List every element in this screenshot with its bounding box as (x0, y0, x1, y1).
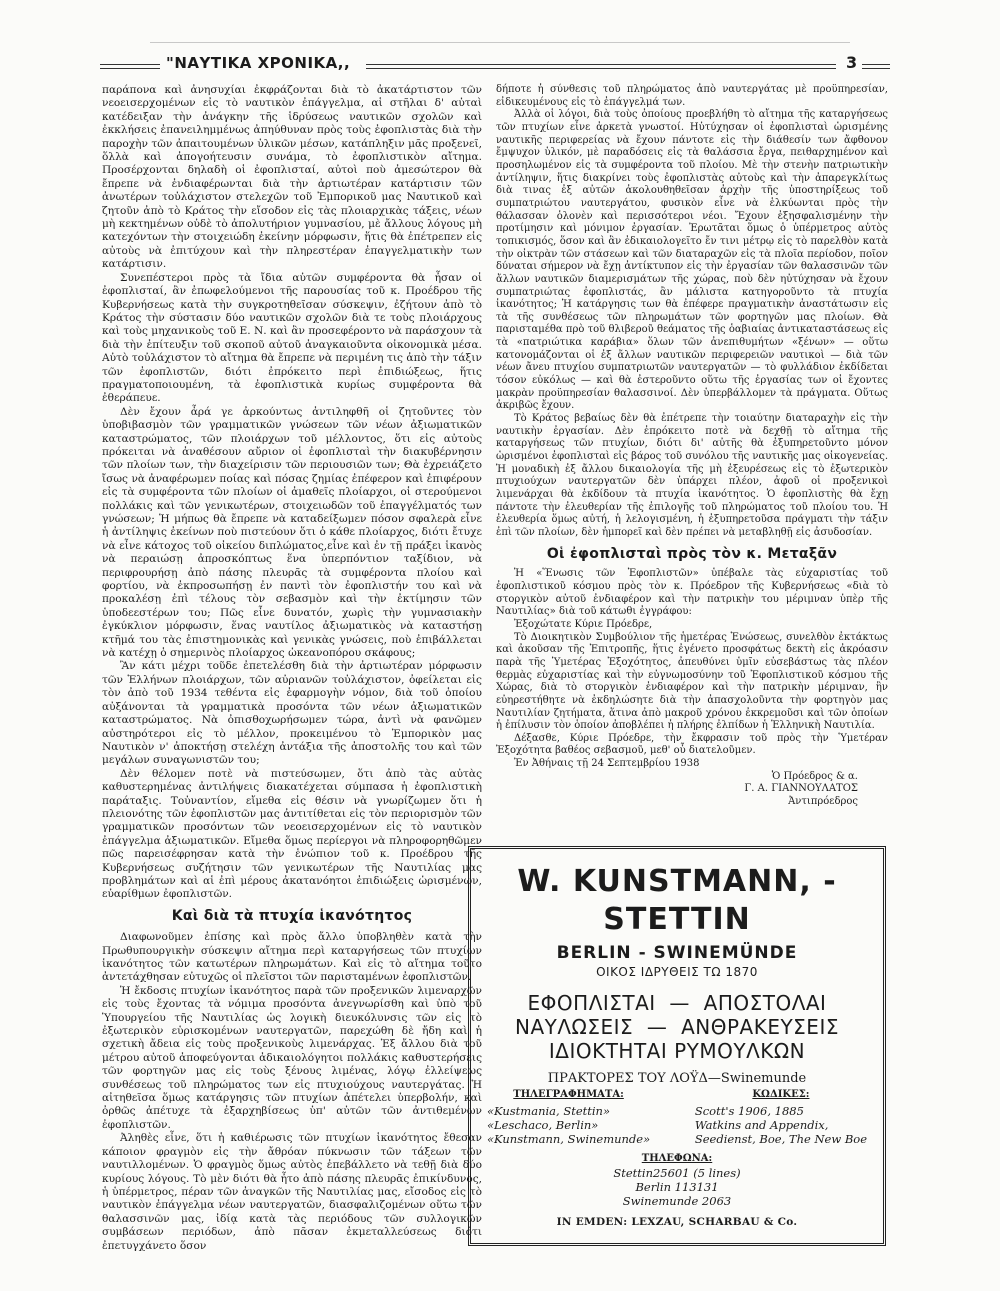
ad-phones (481, 1152, 873, 1208)
ad-services (481, 991, 873, 1063)
paragraph: Τὸ Διοικητικὸν Συμβούλιον τῆς ἡμετέρας Ἑνώσεως, συνελθὸν ἐκτάκτως καὶ ἀκοῦσαν τῆς Ἐπιτροπῆς, ἥτις ἐγένετο προσφάτως δεκτὴ εἰς ἀκρόασιν παρὰ τῆς Ὑμετέρας Ἐξοχότητος, ἀπευθύνει ὑμῖν εὐσεβάστως τὰς πλέον θερμὰς εὐχαριστίας καὶ τὴν εὐγνωμοσύνην τοῦ Ἐφοπλιστικοῦ κόσμου τῆς Χώρας, διὰ τὸ στοργικὸν ἐνδιαφέρον καὶ τὴν πατρικὴν μέριμναν, ἣν εὐηρεστήθητε νὰ ἐκδηλώσητε διὰ τὴν ἀπασχολοῦντα τὴν φορτηγὸν μας Ναυτιλίαν ζητήματα, ἅτινα ἀπὸ μακροῦ χρόνου ἐκκρεμοῦσι καὶ τῶν ὁποίων ἡ ἐπίλυσιν τὸν ὁποίον ἀποβλέπει ἡ πλήρης ἐλπίδων ἡ Ἑλληνικὴ Ναυτιλία. (496, 631, 888, 732)
ad-contact-grid (481, 1088, 873, 1146)
signature-name: Γ. Α. ΓΙΑΝΝΟΥΛΑΤΟΣ (744, 783, 858, 795)
paragraph: Δέξασθε, Κύριε Πρόεδρε, τὴν ἔκφρασιν τοῦ πρὸς τὴν Ὑμετέραν Ἐξοχότητα βαθέος σεβασμοῦ, μεθ' οὗ διατελοῦμεν. (496, 732, 888, 757)
ad-phone: Stettin25601 (5 lines) (613, 1166, 741, 1180)
ad-codes-label: ΚΩΔΙΚΕΣ: (752, 1089, 810, 1100)
paragraph: Ἀλλὰ οἱ λόγοι, διὰ τοὺς ὁποίους προεβλήθη τὸ αἴτημα τῆς καταργήσεως τῶν πτυχίων εἶνε ἀρκετὰ γνωστοί. Ηὐτύχησαν οἱ ἐφοπλισταὶ ὡρισμένης ναυτικῆς περιφερείας νὰ ἔχουν πάντοτε εἰς τὴν διάθεσίν των ἄφθονον ἔμψυχον ὑλικόν, μὲ παραδόσεις εἰς τὰ θαλάσσια ἔργα, πειθαρχημένον καὶ προσηλωμένον εἰς τὰ συμφέροντα τοῦ πλοίου. Μὲ τὴν στενὴν πατριωτικὴν ἀντίληψιν, ἥτις διακρίνει τοὺς ἐφοπλιστὰς αὐτοὺς καὶ τὴν ἀπαρεγκλίτως διὰ τινας ἐξ αὐτῶν ἀκολουθηθεῖσαν ἀρχὴν τῆς ὑποστηρίξεως τοῦ συμπατριώτου ναυτεργάτου, φυσικὸν εἶνε νὰ ἑλκύωνται πρὸς τὴν θάλασσαν ὁλονὲν καὶ περισσότεροι νέοι. Ἔχουν ἐξησφαλισμένην τὴν προτίμησιν καὶ μόνιμον ἐργασίαν. Ἐρωτᾶται ὅμως ὁ ὑπέρμετρος αὐτὸς τοπικισμός, ὅσον καὶ ἂν ἐδικαιολογεῖτο ἔν τινι μέτρῳ εἰς τὸ παρελθὸν κατὰ τὴν οἰκτρὰν τῶν στάσεων καὶ τῶν διαταραχῶν εἰς τὰ πλοῖα περίοδον, ποῖον δύναται σήμερον νὰ ἔχῃ ἀντίκτυπον εἰς τὴν ἐργασίαν τῶν θαλασσινῶν τῶν ἄλλων ναυτικῶν διαμερισμάτων τῆς χώρας, ποὺ δὲν ηὐτύχησαν νὰ ἔχουν συμπατριώτας ἐφοπλιστάς, ἂν μάλιστα κατηγοροῦντο τὰ πτυχία ἱκανότητος; Ἡ κατάργησις των θὰ ἐπέφερε πραγματικὴν ἀναστάτωσιν εἰς τὰ τῆς συνθέσεως τῶν πληρωμάτων τῶν φορτηγῶν μας πλοίων. Θὰ παρισταμέθα πρὸ τοῦ θλιβεροῦ θεάματος τῆς ὁαβιαίας ἀντικαταστάσεως εἰς τὰ «πατριώτικα καράβια» ὅλων τῶν ἀνεπιθυμήτων «ξένων» — οὕτω κατονομάζονται οἱ ἐξ ἄλλων ναυτικῶν περιφερειῶν ναυτικοὶ — διὰ τῶν νέων ἄνευ πτυχίου συμπατριωτῶν ναυτεργατῶν — τὸ φυλλάδιον ἐκδίδεται τόσον εὐκόλως — καὶ θὰ ἐστεροῦντο οὕτω τῆς ἐργασίας των οἱ ἔχοντες μακρὰν προϋπηρεσίαν θαλασσινοί. Δὲν ὑπερβάλλομεν τὰ πράγματα. Οὕτως ἀκριβῶς ἔχουν. (496, 109, 888, 412)
ad-agents: ΠΡΑΚΤΟΡΕΣ ΤΟΥ ΛΟΫΔ—Swinemunde (547, 1071, 807, 1086)
paragraph: Διαφωνοῦμεν ἐπίσης καὶ πρὸς ἄλλο ὑποβληθὲν κατὰ τὴν Πρωθυπουργικὴν σύσκεψιν αἴτημα περὶ καταργήσεως τῶν πτυχίων ἱκανότητος τῶν κατωτέρων πληρωμάτων. Καὶ εἰς τὸ αἴτημα τοῦτο ἀντετάχθησαν εὐτυχῶς οἱ πλεῖστοι τῶν παρισταμένων ἐφοπλιστῶν. (102, 931, 482, 984)
ad-service-line: ΝΑΥΛΩΣΕΙΣ — ΑΝΘΡΑΚΕΥΣΕΙΣ (515, 1015, 839, 1039)
ad-telegram-label: ΤΗΛΕΓΡΑΦΗΜΑΤΑ: (513, 1089, 624, 1100)
paragraph: Τὸ Κράτος βεβαίως δὲν θὰ ἐπέτρεπε τὴν τοιαύτην διαταραχὴν εἰς τὴν ναυτικὴν ἐργασίαν. Δὲν ἐπρόκειτο ποτὲ νὰ δεχθῇ τὸ αἴτημα τῆς καταργήσεως τῶν πτυχίων, διότι δι' αὐτῆς θὰ ἐξυπηρετοῦντο μόνον ὡρισμένοι ἐφοπλισταὶ εἰς βάρος τοῦ συνόλου τῆς ναυτικῆς μας οἰκογενείας. Ἡ μοναδικὴ ἐξ ἄλλου δικαιολογία τῆς μὴ ἐξευρέσεως εἰς τὸ ἐξωτερικὸν πτυχιούχων ναυτεργατῶν δὲν ὑπάρχει πλέον, ἀφοῦ οἱ προξενικοὶ λιμενάρχαι θὰ ἐκδίδουν τὰ πτυχία ἱκανότητος. Ὁ ἐφοπλιστὴς θὰ ἔχῃ πάντοτε τὴν ἐλευθερίαν τῆς ἐπιλογῆς τοῦ πληρώματος τοῦ πλοίου του. Ἡ ἐλευθερία ὅμως αὐτή, ἡ λελογισμένη, ἡ ἐξυπηρετοῦσα πράγματι τὴν τάξιν ἐπὶ τῶν πλοίων, δὲν ἠμπορεῖ καὶ δὲν πρέπει νὰ μεταβληθῇ εἰς ἀσυδοσίαν. (496, 413, 888, 538)
ad-founded: ΟΙΚΟΣ ΙΔΡΥΘΕΙΣ ΤΩ 1870 (596, 965, 758, 979)
page-header (100, 54, 890, 76)
paragraph: Συνεπέστεροι πρὸς τὰ ἴδια αὐτῶν συμφέροντα θὰ ἦσαν οἱ ἐφοπλισταί, ἂν ἐπωφελούμενοι τῆς παρουσίας τοῦ κ. Προέδρου τῆς Κυβερνήσεως κατὰ τὴν συγκροτηθεῖσαν σύσκεψιν, ἐζήτουν ἀπὸ τὸ Κράτος τὴν σύστασιν δύο ναυτικῶν σχολῶν διὰ τε τοὺς πλοιάρχους καὶ τοὺς μηχανικοὺς τοῦ Ε. Ν. καὶ ἂν προσεφέροντο νὰ παράσχουν τὰ διὰ τὴν ἐπίτευξιν τοῦ σκοποῦ αὐτοῦ ἀναγκαιοῦντα οἰκονομικὰ μέσα. Αὐτὸ τοὐλάχιστον τὸ αἴτημα θὰ ἔπρεπε νὰ περιμένη τις ἀπὸ τὴν τάξιν τῶν ἐφοπλιστῶν, διότι ἐπρόκειτο περὶ ἐπιδιώξεως, ἥτις πραγματοποιουμένη, τὰ ἐφοπλιστικὰ κυρίως συμφέροντα θὰ ἐθεράπευε. (102, 271, 482, 405)
paragraph: Ἀληθὲς εἶνε, ὅτι ἡ καθιέρωσις τῶν πτυχίων ἱκανότητος ἔθεσαν κάποιον φραγμὸν εἰς τὴν ἄθρόαν πύκνωσιν τῶν τάξεων τῶν ναυτιλλομένων. Ὁ φραγμὸς ὅμως αὐτὸς ἐπεβάλλετο νὰ τεθῇ διὰ δύο κυρίους λόγους. Τὸ μὲν διότι θὰ ἦτο ἀπὸ πάσης πλευρᾶς ἐπικίνδυνος, ἡ ὑπέρμετρος, πέραν τῶν ἀναγκῶν τῆς Ναυτιλίας μας, εἴσοδος εἰς τὸ ναυτικὸν ἐπάγγελμα νέων ναυτεργατῶν, διασφαλιζομένων οὕτω τῶν θαλασσινῶν μας, ἰδίᾳ κατὰ τὰς περιόδους τῶν συλλογικῶν συμβάσεων περιόδων, ἀπὸ πᾶσαν ἐκμεταλλεύσεως διότι ἐπετυγχάνετο ὅσον (102, 1132, 482, 1252)
ad-emden-agent: IN EMDEN: LEXZAU, SCHARBAU & Co. (556, 1216, 798, 1228)
right-column (496, 84, 888, 809)
paragraph: Δὲν θέλομεν ποτὲ νὰ πιστεύσωμεν, ὅτι ἀπὸ τὰς αὐτὰς καθυστερημένας ἀντιλήψεις διακατέχεται σύμπασα ἡ ἐφοπλιστικὴ παράταξις. Τοὐναντίον, εἴμεθα εἰς θέσιν νὰ γνωρίζωμεν ὅτι ἡ πλειονότης τῶν ἐφοπλιστῶν μας ἀντιτίθεται εἰς τὸν περιορισμὸν τῶν γραμματικῶν προσόντων τῶν νεοεισερχομένων εἰς τὸ ναυτικὸν ἐπάγγελμα ἀξιωματικῶν. Εἴμεθα ὅμως περίεργοι νὰ πληροφορηθῶμεν πῶς παρεισέφρησαν κατὰ τὴν ἑνώπιον τοῦ κ. Προέδρου τῆς Κυβερνήσεως συζήτησιν τῶν γενικωτέρων τῆς Ναυτιλίας μας προβλημάτων καὶ αἱ ἐπὶ μέρους ἀκατανόητοι ἐπιδιώξεις ὡρισμένων, εὐαρίθμων ἐφοπλιστῶν. (102, 767, 482, 901)
header-rule-right (366, 64, 836, 69)
paragraph: Ἡ ἔκδοσις πτυχίων ἱκανότητος παρὰ τῶν προξενικῶν λιμεναρχῶν εἰς τοὺς ἔχοντας τὰ νόμιμα προσόντα ἀνεγνωρίσθη καὶ ὑπὸ τοῦ Ὑπουργείου τῆς Ναυτιλίας ὡς λογικὴ διευκόλυνσις τῶν εἰς τὸ ἐξωτερικὸν εὑρισκομένων ναυτεργατῶν, παρεχώθη δὲ ἤδη καὶ ἡ σχετικὴ ἄδεια εἰς τοὺς προξενικοὺς λιμενάρχας. Ἐξ ἄλλου διὰ τοῦ μέτρου αὐτοῦ ἀποφεύγονται ἀδικαιολόγητοι πολλάκις καθυστερήσεις τῶν φορτηγῶν μας εἰς τοὺς ξένους λιμένας, λόγῳ ἐλλείψεως συνθέσεως τοῦ πληρώματος των εἰς πτυχιούχους ναυτεργάτας. Ἡ αἰτηθεῖσα ὅμως κατάργησις τῶν πτυχίων ἀπέτελει ὑπερβολήν, καὶ ὀρθῶς ἀπέτυχε τὰ ἐξαρχηβίσεως ὑπ' αὐτῶν τῶν ἀντιθεμένων ἐφοπλιστῶν. (102, 984, 482, 1131)
signature-line: Ὁ Πρόεδρος & α. (771, 770, 858, 782)
ad-telegram-block (487, 1088, 650, 1146)
ad-cities: BERLIN - SWINEMÜNDE (556, 943, 798, 963)
letter-date: Ἐν Ἀθήναις τῇ 24 Σεπτεμβρίου 1938 (514, 758, 700, 770)
paragraph: παράπονα καὶ ἀνησυχίαι ἐκφράζονται διὰ τὸ ἀκατάρτιστον τῶν νεοεισερχομένων εἰς τὸ ναυτικὸν ἐπάγγελμα, αἱ στῆλαι δ' αὐταὶ κατέδειξαν τὴν ἀνάγκην τῆς ἱδρύσεως ναυτικῶν σχολῶν καὶ ἐκκλήσεις ἐπανειλημμένως ἀπηύθυναν πρὸς τοὺς ἐφοπλιστὰς διὰ τὴν παροχὴν τῶν ἀπαιτουμένων ὑλικῶν μέσων, κατάπληξιν μᾶς προξενεῖ, ὅλλὰ καὶ ἀπογοήτευσιν συνάμα, τὸ ἐφοπλιστικὸν αἴτημα. Προσέρχονται δηλαδὴ οἱ ἐφοπλισταί, αὐτοὶ ποὺ ἀμεσώτερον θὰ ἔπρεπε νὰ ἐνδιαφέρωνται διὰ τὴν ἀρτιωτέραν κατάρτισιν τῶν ἀνωτέρων τοὐλάχιστον στελεχῶν τοῦ Ἐμπορικοῦ μας Ναυτικοῦ καὶ ζητοῦν ἀπὸ τὸ Κράτος τὴν εἴσοδον εἰς τὰς πλοιαρχικὰς τάξεις, νέων μὴ κεκτημένων οὐδὲ τὸ ἀπολυτήριον γυμνασίου, μὲ ἄλλους λόγους μὴ κατεχόντων τὴν στοιχειώδη ἐκείνην μόρφωσιν, ἥτις θὰ ἐπέτρεπεν εἰς αὐτοὺς νὰ ἐπιτύχουν καὶ τὴν πληρεστέραν ἐπαγγελματικὴν των κατάρτισιν. (102, 84, 482, 271)
ad-service-line: ΕΦΟΠΛΙΣΤΑΙ — ΑΠΟΣΤΟΛΑΙ (527, 991, 827, 1015)
section-heading: Καὶ διὰ τὰ πτυχία ἱκανότητος (171, 907, 413, 924)
signature-title: Ἀντιπρόεδρος (788, 796, 858, 808)
page-number: 3 (846, 53, 858, 72)
ad-telegram-address: «Kustmania, Stettin» (487, 1104, 610, 1118)
paragraph: Ἡ «Ἕνωσις τῶν Ἐφοπλιστῶν» ὑπέβαλε τὰς εὐχαριστίας τοῦ ἐφοπλιστικοῦ κόσμου πρὸς τὸν κ. Πρόεδρον τῆς Κυβερνήσεως «διὰ τὸ στοργικὸν αὐτοῦ ἐνδιαφέρον καὶ τὴν πατρικὴν του μέριμναν ὑπὲρ τῆς Ναυτιλίας» διὰ τοῦ κάτωθι ἐγγράφου: (496, 568, 888, 618)
section-heading: Οἱ ἐφοπλισταὶ πρὸς τὸν κ. Μεταξᾶν (546, 545, 838, 562)
ad-phone: Berlin 113131 (635, 1180, 719, 1194)
kunstmann-advertisement (468, 846, 886, 1246)
paragraph: Δὲν ἔχουν ἆρά γε ἀρκούντως ἀντιληφθῆ οἱ ζητοῦντες τὸν ὑποβιβασμὸν τῶν γραμματικῶν γνώσεων τῶν νέων ἀξιωματικῶν καταστρώματος, τῶν πλοιάρχων τοῦ μέλλοντος, ὅτι εἰς αὐτοὺς πρόκειται νὰ ἀναθέσουν αὔριον οἱ ἐφοπλισταὶ τὴν διακυβέρνησιν τῶν πλοίων των, τὴν διαχείρισιν τῶν περιουσιῶν των; Θὰ ἐχρειάζετο ἴσως νὰ ἀναφέρωμεν ποίας καὶ πόσας ζημίας ἐπέφερον καὶ ἐπιφέρουν εἰς τὰ συμφέροντα τῶν πλοίων οἱ ἀμαθεῖς πλοίαρχοι, οἱ στερούμενοι πολλάκις καὶ τῶν γενικωτέρων, στοιχειωδῶν τοῦ ἐπαγγέλματός των γνώσεων; Ἡ μήπως θὰ ἔπρεπε νὰ καταδείξωμεν πόσον σφαλερὰ εἶνε ἡ ἀντίληψις ἐκείνων ποὺ πιστεύουν ὅτι ὁ κάθε πλοίαρχος, διότι ἔτυχε νὰ εἶνε κάτοχος τοῦ οἰκείου διπλώματος,εἶνε καὶ ἐν τῇ πράξει ἱκανὸς νὰ περαιώσῃ ἀπροσκόπτως ἕνα ὑπερπόντιον ταξίδιον, νὰ περιφρουρήσῃ ἀπὸ πάσης πλευρᾶς τὰ συμφέροντα πλοίου καὶ φορτίου, νὰ ἐκπροσωπήσῃ ἐν παντὶ τὸν ἐφοπλιστήν του καὶ νὰ προκαλέσῃ ἐπὶ τέλους τὸν σεβασμὸν καὶ τὴν ἐκτίμησιν τῶν ὑποδεεστέρων του; Πῶς εἶνε δυνατόν, χωρὶς τὴν γυμνασιακὴν ἐγκύκλιον μόρφωσιν, ἕνας ναυτίλος ἀξιωματικὸς νὰ καταστήσῃ κτῆμά του τὰς ἐπιστημονικὰς καὶ γενικὰς γνώσεις, ποὺ ἐπιβάλλεται νὰ κατέχῃ ὁ σημερινὸς πλοίαρχος ὠκεανοπόρου σκάφους; (102, 405, 482, 660)
page-number-rule (862, 64, 890, 69)
ad-code: Scott's 1906, 1885 (694, 1104, 804, 1118)
paragraph: Ἂν κάτι μέχρι τοῦδε ἐπετελέσθη διὰ τὴν ἀρτιωτέραν μόρφωσιν τῶν Ἑλλήνων πλοιάρχων, τῶν αὐριανῶν τοὐλάχιστον, ὀφείλεται εἰς τὸν ἀπὸ τοῦ 1934 τεθέντα εἰς ἐφαρμογὴν νόμον, διὰ τοῦ ὁποίου αὐξάνονται τὰ γραμματικὰ προσόντα τῶν νέων ἀξιωματικῶν καταστρώματος. Νὰ ὀπισθοχωρήσωμεν τώρα, ἀντὶ νὰ φανῶμεν αὐστηρότεροι εἰς τὸ μέλλον, προκειμένου τὸ Ἐμπορικὸν μας Ναυτικὸν ν' ἀποκτήσῃ στελέχη ἀντάξια τῆς ἀποστολῆς του καὶ τῶν μεγάλων συναγωνιστῶν του; (102, 660, 482, 767)
paragraph: δήποτε ἡ σύνθεσις τοῦ πληρώματος ἀπὸ ναυτεργάτας μὲ προϋπηρεσίαν, εἰδικευμένους εἰς τὸ ἐπάγγελμά των. (496, 84, 888, 108)
ad-service-line: ΙΔΙΟΚΤΗΤΑΙ ΡΥΜΟΥΛΚΩΝ (548, 1039, 806, 1063)
header-rule-left (100, 64, 160, 69)
left-column (102, 84, 482, 1253)
ad-codes-block (695, 1088, 867, 1146)
ad-firm-name: W. KUNSTMANN, -STETTIN (517, 864, 837, 937)
ad-phone: Swinemunde 2063 (622, 1194, 732, 1208)
ad-telegram-address: «Kunstmann, Swinemunde» (487, 1132, 651, 1146)
ad-phones-label: ΤΗΛΕΦΩΝΑ: (641, 1153, 713, 1164)
journal-title: "ΝΑΥΤΙΚΑ ΧΡΟΝΙΚΑ,, (166, 54, 351, 72)
paragraph: Ἐξοχώτατε Κύριε Πρόεδρε, (514, 618, 653, 630)
ad-code: Seedienst, Boe, The New Boe (694, 1132, 867, 1146)
ad-telegram-address: «Leschaco, Berlin» (487, 1118, 599, 1132)
scan-edge-rule (150, 42, 850, 43)
ad-code: Watkins and Appendix, (694, 1118, 829, 1132)
